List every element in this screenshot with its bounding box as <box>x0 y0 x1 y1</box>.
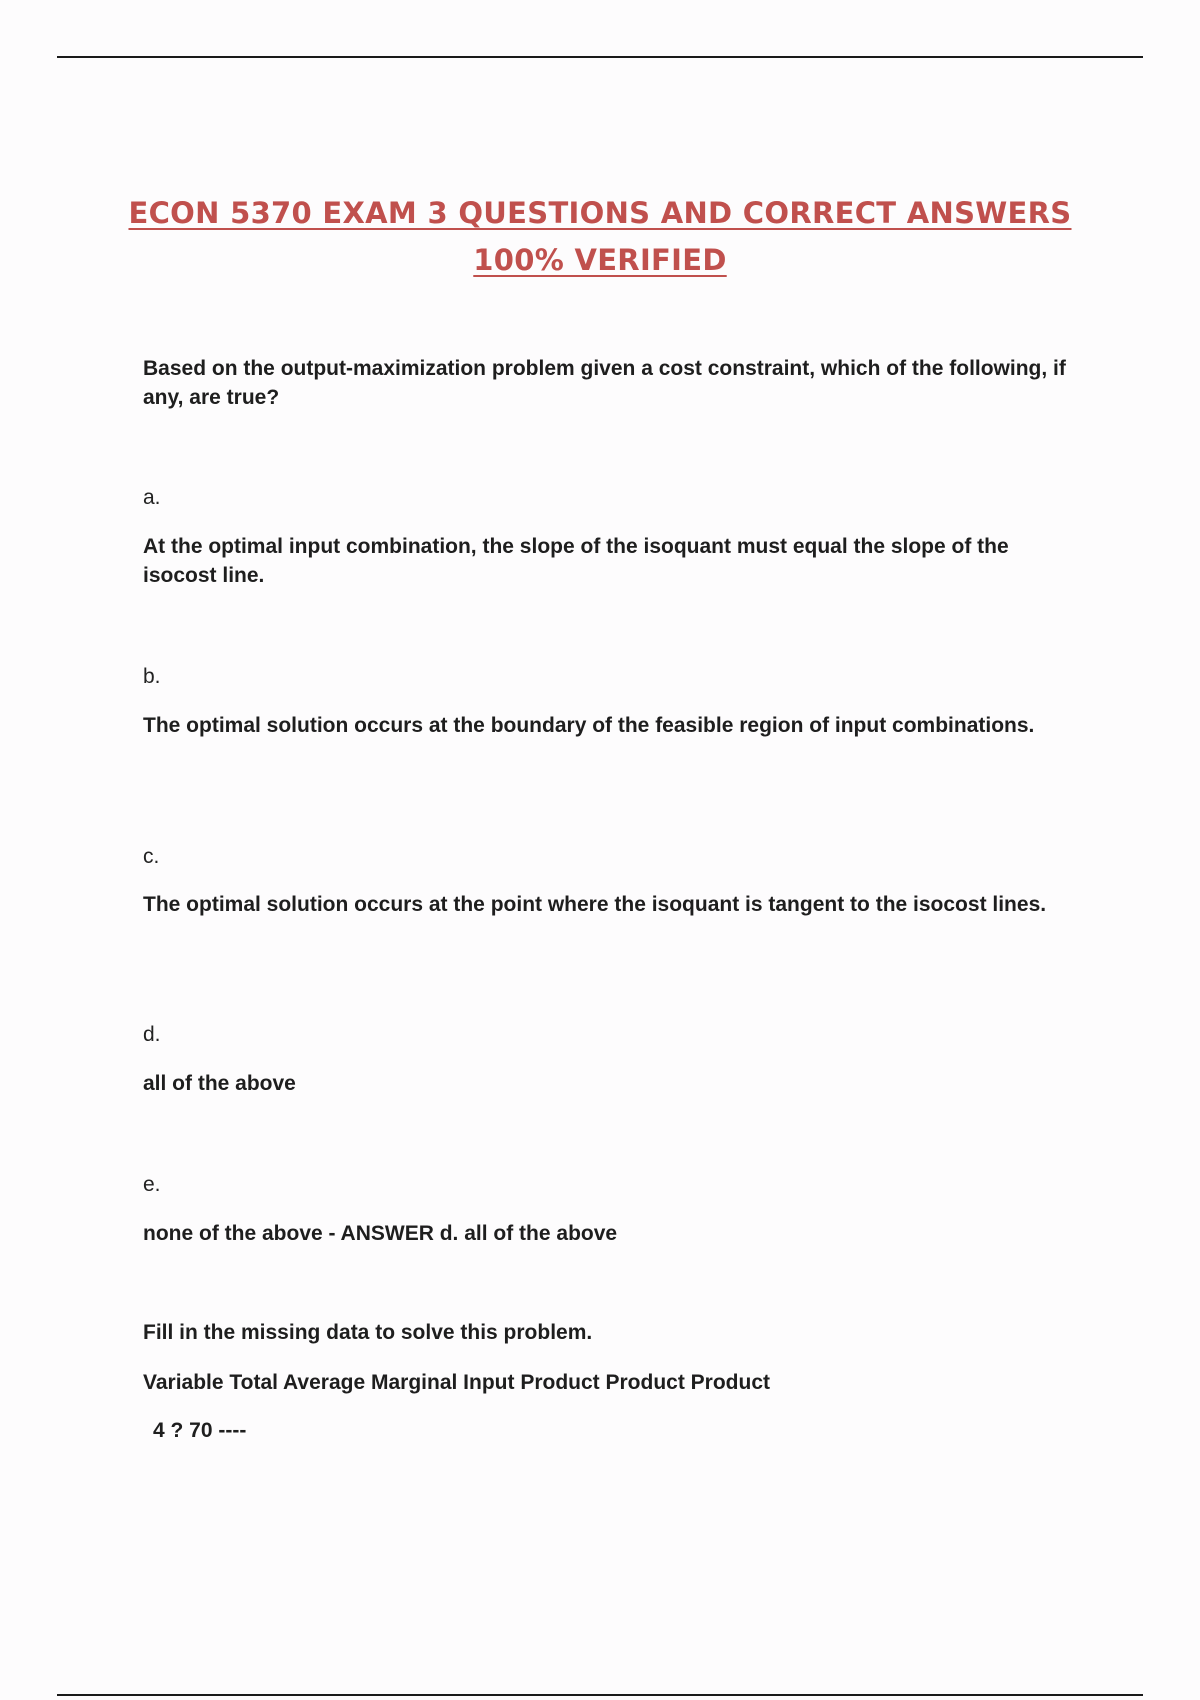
option-c-text: The optimal solution occurs at the point where the isoquant is tangent to the isocost lines. <box>143 893 1047 916</box>
top-rule <box>57 56 1143 58</box>
question-1-prompt: Based on the output-maximization problem given a cost constraint, which of the following, if any, are true? <box>143 357 1066 409</box>
option-e-letter: e. <box>143 1173 161 1196</box>
option-b-letter: b. <box>143 665 161 688</box>
data-table-row: 4 ? 70 ---- <box>153 1419 247 1442</box>
option-d-letter: d. <box>143 1023 161 1046</box>
bottom-rule <box>57 1694 1143 1696</box>
question-2-prompt: Fill in the missing data to solve this problem. <box>143 1321 593 1344</box>
option-a-letter: a. <box>143 486 161 509</box>
option-a-text: At the optimal input combination, the slope of the isoquant must equal the slope of the isocost line. <box>143 535 1009 587</box>
option-b-text: The optimal solution occurs at the boundary of the feasible region of input combinations. <box>143 714 1035 737</box>
data-table-header: Variable Total Average Marginal Input Product Product Product <box>143 1371 770 1394</box>
option-e-text-with-answer: none of the above - ANSWER d. all of the above <box>143 1222 618 1245</box>
option-c-letter: c. <box>143 845 160 868</box>
document-title-line1: ECON 5370 EXAM 3 QUESTIONS AND CORRECT ANSWERS <box>128 196 1072 230</box>
option-d-text: all of the above <box>143 1072 296 1095</box>
document-title-line2: 100% VERIFIED <box>473 243 727 277</box>
